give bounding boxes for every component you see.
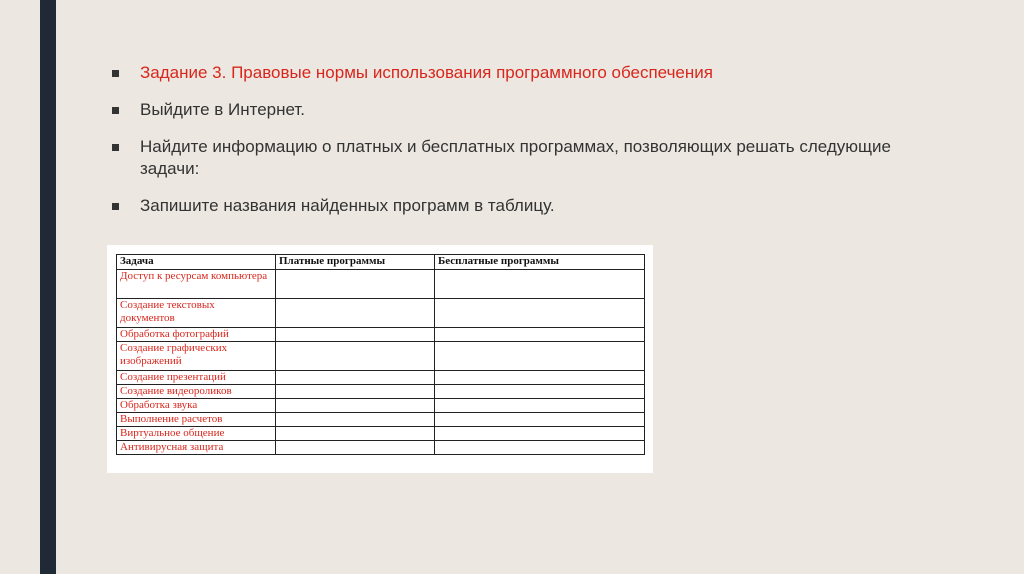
- task-cell: Антивирусная защита: [117, 441, 276, 455]
- table-row: [117, 299, 645, 328]
- header-paid: Платные программы: [276, 255, 435, 270]
- table-row: [117, 342, 645, 371]
- free-cell[interactable]: [435, 427, 645, 441]
- task-cell: Выполнение расчетов: [117, 413, 276, 427]
- bullet-item-find-info: [112, 136, 912, 180]
- bullet-item-task: [112, 62, 912, 84]
- table-row: [117, 441, 645, 455]
- bullet-text: Запишите названия найденных программ в таблицу.: [140, 196, 555, 215]
- free-cell[interactable]: [435, 413, 645, 427]
- paid-cell[interactable]: [276, 413, 435, 427]
- free-cell[interactable]: [435, 385, 645, 399]
- bullet-item-write-down: [112, 195, 912, 217]
- header-free: Бесплатные программы: [435, 255, 645, 270]
- bullet-list: [112, 62, 912, 232]
- task-cell: Создание графических изображений: [117, 342, 276, 371]
- bullet-item-internet: [112, 99, 912, 121]
- task-cell: Создание видеороликов: [117, 385, 276, 399]
- paid-cell[interactable]: [276, 385, 435, 399]
- programs-table-panel: [107, 245, 653, 473]
- table-row: [117, 328, 645, 342]
- task-cell: Создание презентаций: [117, 371, 276, 385]
- header-task: Задача: [117, 255, 276, 270]
- bullet-marker: [112, 107, 119, 114]
- task-cell: Виртуальное общение: [117, 427, 276, 441]
- free-cell[interactable]: [435, 399, 645, 413]
- slide-accent-bar: [40, 0, 56, 574]
- table-row: [117, 385, 645, 399]
- table-header-row: [117, 255, 645, 270]
- table-row: [117, 427, 645, 441]
- paid-cell[interactable]: [276, 427, 435, 441]
- table-row: [117, 270, 645, 299]
- paid-cell[interactable]: [276, 441, 435, 455]
- table-row: [117, 371, 645, 385]
- paid-cell[interactable]: [276, 299, 435, 328]
- task-cell: Создание текстовых документов: [117, 299, 276, 328]
- free-cell[interactable]: [435, 371, 645, 385]
- task-title: Правовые нормы использования программного обеспечения: [226, 63, 713, 82]
- paid-cell[interactable]: [276, 371, 435, 385]
- task-cell: Обработка звука: [117, 399, 276, 413]
- free-cell[interactable]: [435, 299, 645, 328]
- task-cell: Доступ к ресурсам компьютера: [117, 270, 276, 299]
- paid-cell[interactable]: [276, 270, 435, 299]
- free-cell[interactable]: [435, 342, 645, 371]
- free-cell[interactable]: [435, 270, 645, 299]
- bullet-text: Найдите информацию о платных и бесплатных программах, позволяющих решать следующие задачи:: [140, 137, 891, 178]
- bullet-marker: [112, 144, 119, 151]
- table-row: [117, 399, 645, 413]
- free-cell[interactable]: [435, 441, 645, 455]
- task-number: Задание 3.: [140, 63, 227, 82]
- bullet-text: Выйдите в Интернет.: [140, 100, 306, 119]
- task-cell: Обработка фотографий: [117, 328, 276, 342]
- bullet-marker: [112, 203, 119, 210]
- paid-cell[interactable]: [276, 342, 435, 371]
- free-cell[interactable]: [435, 328, 645, 342]
- paid-cell[interactable]: [276, 399, 435, 413]
- programs-table: [116, 254, 645, 455]
- table-row: [117, 413, 645, 427]
- paid-cell[interactable]: [276, 328, 435, 342]
- bullet-marker: [112, 70, 119, 77]
